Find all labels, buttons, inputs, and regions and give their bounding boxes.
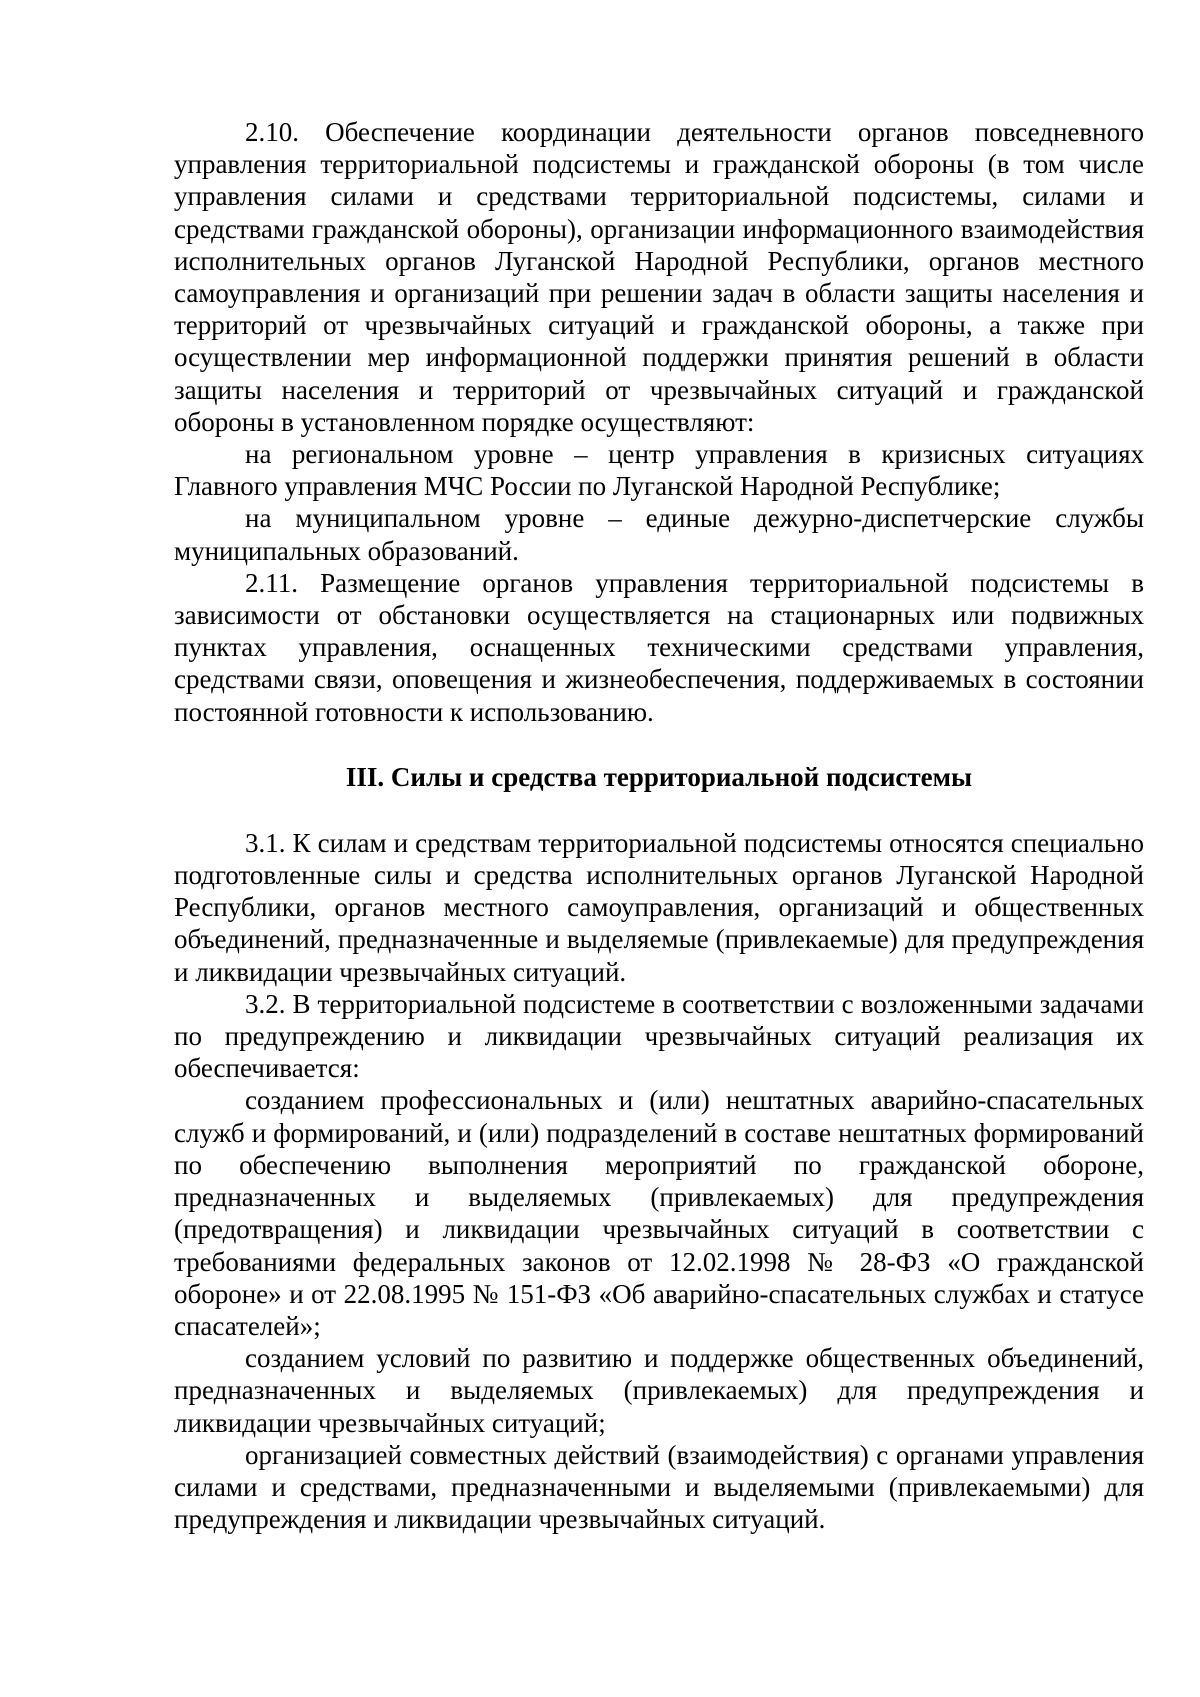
section-heading: III. Силы и средства территориальной подсистемы bbox=[345, 761, 973, 792]
paragraph-joint-actions: организацией совместных действий (взаимодействия) с органами управления силами и средствами, предназначенными и выделяемыми (привлекаемыми) для предупреждения и ликвидации чрезвычайных ситуаций. bbox=[174, 1439, 1144, 1535]
document-page bbox=[174, 116, 1144, 1535]
paragraph-3-2: 3.2. В территориальной подсистеме в соответствии с возложенными задачами по предупреждению и ликвидации чрезвычайных ситуаций реализация их обеспечивается: bbox=[174, 988, 1144, 1084]
paragraph-2-11: 2.11. Размещение органов управления территориальной подсистемы в зависимости от обстановки осуществляется на стационарных или подвижных пунктах управления, оснащенных техническими средствами управления, средствами связи, оповещения и жизнеобеспечения, поддерживаемых в состоянии постоянной готовности к использованию. bbox=[174, 567, 1144, 727]
paragraph-3-1: 3.1. К силам и средствам территориальной подсистемы относятся специально подготовленные силы и средства исполнительных органов Луганской Народной Республики, органов местного самоуправления, организаций и общественных объединений, предназначенные и выделяемые (привлекаемые) для предупреждения и ликвидации чрезвычайных ситуаций. bbox=[174, 827, 1144, 987]
paragraph-2-10: 2.10. Обеспечение координации деятельности органов повседневного управления территориальной подсистемы и гражданской обороны (в том числе управления силами и средствами территориальной подсистемы, силами и средствами гражданской обороны), организации информационного взаимодействия исполнительных органов Луганской Народной Республики, органов местного самоуправления и организаций при решении задач в области защиты населения и территорий от чрезвычайных ситуаций и гражданской обороны, а также при осуществлении мер информационной поддержки принятия решений в области защиты населения и территорий от чрезвычайных ситуаций и гражданской обороны в установленном порядке осуществляют: bbox=[174, 117, 1144, 437]
paragraph-public-associations: созданием условий по развитию и поддержке общественных объединений, предназначенных и выделяемых (привлекаемых) для предупреждения и ликвидации чрезвычайных ситуаций; bbox=[174, 1343, 1144, 1438]
paragraph-regional-level: на региональном уровне – центр управления в кризисных ситуациях Главного управления МЧС России по Луганской Народной Республике; bbox=[174, 439, 1144, 502]
paragraph-municipal-level: на муниципальном уровне – единые дежурно-диспетчерские службы муниципальных образований. bbox=[174, 503, 1144, 566]
paragraph-rescue-services: созданием профессиональных и (или) нештатных аварийно-спасательных служб и формирований, и (или) подразделений в составе нештатных формирований по обеспечению выполнения мероприятий по гражданской обороне, предназначенных и выделяемых (привлекаемых) для предупреждения (предотвращения) и ликвидации чрезвычайных ситуаций в соответствии с требованиями федеральных законов от 12.02.1998 № 28-ФЗ «О гражданской обороне» и от 22.08.1995 № 151-ФЗ «Об аварийно-спасательных службах и статусе спасателей»; bbox=[174, 1085, 1144, 1341]
